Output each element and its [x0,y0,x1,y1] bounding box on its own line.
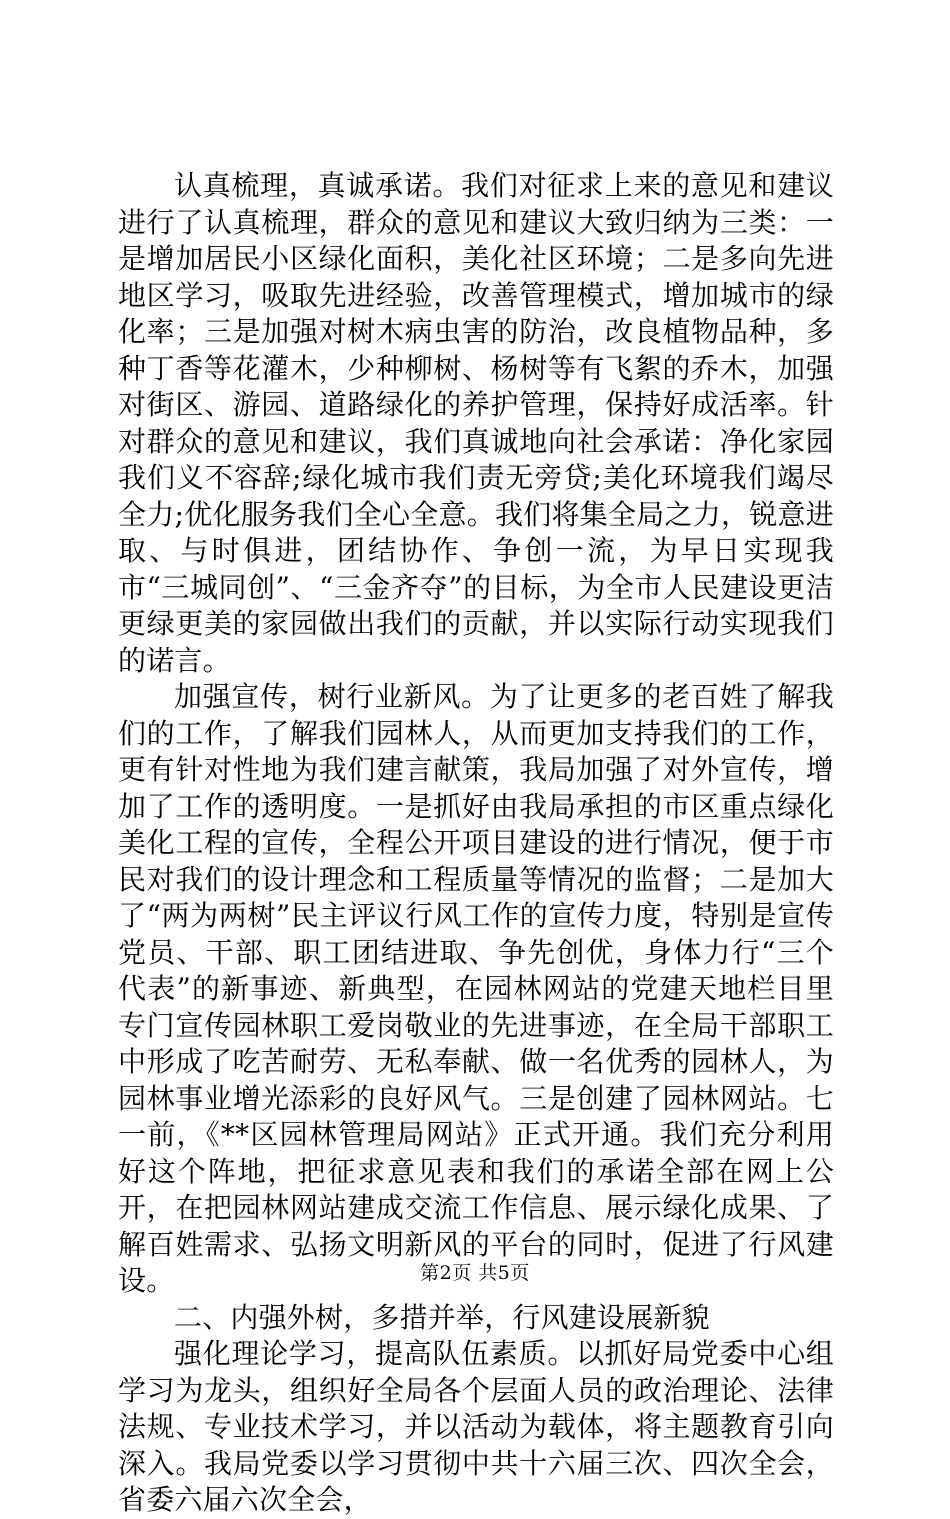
paragraph-theory-study: 强化理论学习，提高队伍素质。以抓好局党委中心组学习为龙头，组织好全局各个层面人员的政治理论、法律法规、专业技术学习，并以活动为载体，将主题教育引向深入。我局党委以学习贯彻中共十六届三次、四次全会，省委六届六次全会， [118,1337,834,1516]
section-heading: 二、内强外树，多措并举，行风建设展新貌 [174,1300,710,1334]
paragraph-publicity: 加强宣传，树行业新风。为了让更多的老百姓了解我们的工作，了解我们园林人，从而更加支持我们的工作，更有针对性地为我们建言献策，我局加强了对外宣传，增加了工作的透明度。一是抓好由我局承担的市区重点绿化美化工程的宣传，全程公开项目建设的进行情况，便于市民对我们的设计理念和工程质量等情况的监督；二是加大了“两为两树”民主评议行风工作的宣传力度，特别是宣传党员、干部、职工团结进取、争先创优，身体力行“三个代表”的新事迹、新典型，在园林网站的党建天地栏目里专门宣传园林职工爱岗敬业的先进事迹，在全局干部职工中形成了吃苦耐劳、无私奉献、做一名优秀的园林人，为园林事业增光添彩的良好风气。三是创建了园林网站。七一前，《**区园林管理局网站》正式开通。我们充分利用好这个阵地，把征求意见表和我们的承诺全部在网上公开，在把园林网站建成交流工作信息、展示绿化成果、了解百姓需求、弘扬文明新风的平台的同时，促进了行风建设。 [118,680,834,1297]
document-body [118,168,834,1519]
paragraph-commitment: 认真梳理，真诚承诺。我们对征求上来的意见和建议进行了认真梳理，群众的意见和建议大致归纳为三类：一是增加居民小区绿化面积，美化社区环境；二是多向先进地区学习，吸取先进经验，改善管理模式，增加城市的绿化率；三是加强对树木病虫害的防治，改良植物品种，多种丁香等花灌木，少种柳树、杨树等有飞絮的乔木，加强对街区、游园、道路绿化的养护管理，保持好成活率。针对群众的意见和建议，我们真诚地向社会承诺：净化家园我们义不容辞;绿化城市我们责无旁贷;美化环境我们竭尽全力;优化服务我们全心全意。我们将集全局之力，锐意进取、与时俱进，团结协作、争创一流，为早日实现我市“三城同创”、“三金齐夺”的目标，为全市人民建设更洁更绿更美的家园做出我们的贡献，并以实际行动实现我们的诺言。 [118,169,834,677]
page-footer: 第2页 共5页 [420,1262,530,1284]
